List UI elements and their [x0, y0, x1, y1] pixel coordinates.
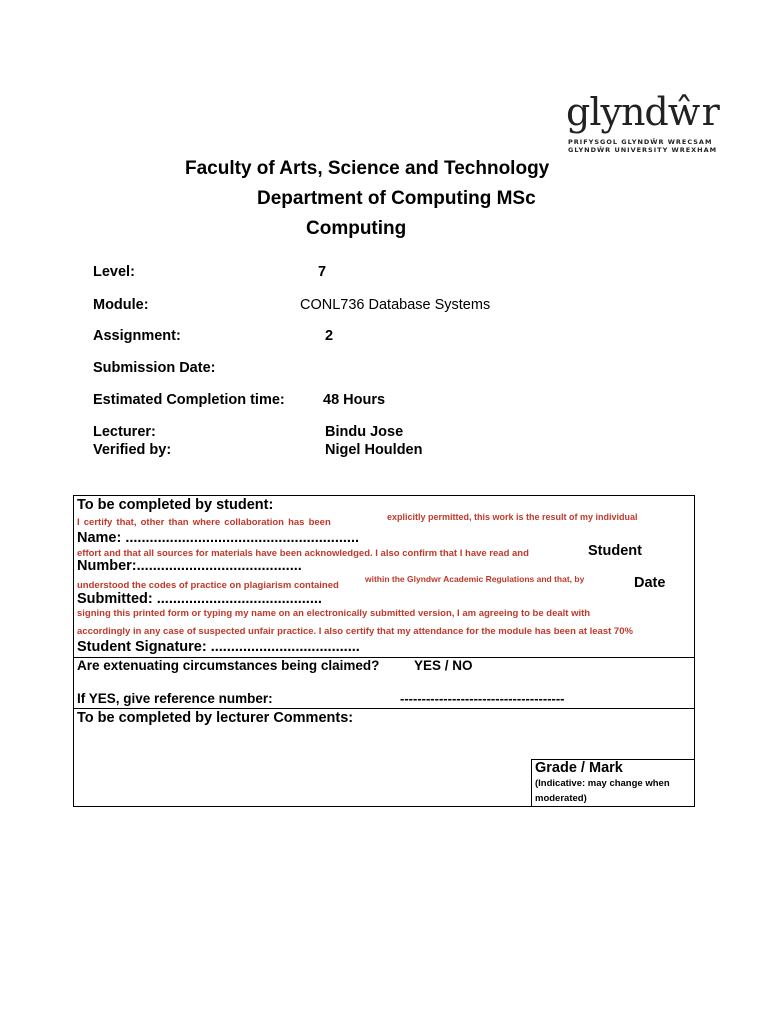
certification-text-2: explicitly permitted, this work is the result of my individual: [387, 512, 638, 522]
estimated-time-value: 48 Hours: [323, 392, 386, 408]
grade-title: Grade / Mark: [535, 760, 623, 776]
extenuating-question: Are extenuating circumstances being claimed?: [77, 658, 380, 673]
extenuating-answer[interactable]: YES / NO: [414, 658, 473, 673]
reference-number-field[interactable]: --------------------------------------: [400, 691, 565, 706]
level-value: 7: [318, 264, 327, 280]
grade-note-line-1: (Indicative: may change when: [535, 778, 670, 789]
grade-note-line-2: moderated): [535, 793, 587, 804]
estimated-time-label: Estimated Completion time:: [93, 392, 285, 408]
logo-wordmark: glyndŵr: [566, 90, 719, 134]
date-submitted-field[interactable]: Submitted: .........................................: [77, 591, 322, 607]
module-label: Module:: [93, 297, 149, 313]
assignment-label: Assignment:: [93, 328, 181, 344]
verified-by-label: Verified by:: [93, 442, 172, 458]
student-number-label: Student: [588, 543, 642, 559]
department-heading: Department of Computing MSc: [257, 188, 536, 209]
certification-text-6: signing this printed form or typing my name on an electronically submitted version, I am agreeing to be dealt with: [77, 608, 591, 619]
student-number-field[interactable]: Number:.........................................: [77, 558, 302, 574]
date-label: Date: [634, 575, 666, 591]
course-heading: Computing: [306, 218, 407, 239]
lecturer-value: Bindu Jose: [325, 424, 404, 440]
module-value: CONL736 Database Systems: [300, 297, 491, 313]
faculty-heading: Faculty of Arts, Science and Technology: [185, 158, 550, 179]
submission-date-label: Submission Date:: [93, 360, 216, 376]
lecturer-section-title: To be completed by lecturer Comments:: [77, 710, 354, 726]
lecturer-label: Lecturer:: [93, 424, 156, 440]
certification-text-4: understood the codes of practice on plagiarism contained: [77, 580, 339, 591]
certification-text-1: I certify that, other than where collaboration has been: [77, 517, 331, 528]
reference-number-label: If YES, give reference number:: [77, 691, 273, 706]
student-signature-field[interactable]: Student Signature: .....................................: [77, 639, 360, 655]
student-section-title: To be completed by student:: [77, 497, 274, 513]
logo-tagline-welsh: PRIFYSGOL GLYNDŴR WRECSAM: [568, 138, 713, 146]
level-label: Level:: [93, 264, 135, 280]
student-name-field[interactable]: Name: ..........................................................: [77, 530, 360, 546]
logo-tagline-english: GLYNDŴR UNIVERSITY WREXHAM: [568, 146, 718, 154]
certification-text-5: within the Glyndwr Academic Regulations and that, by: [365, 574, 585, 584]
assignment-value: 2: [325, 328, 334, 344]
certification-text-3: effort and that all sources for materials have been acknowledged. I also confirm that I have read and: [77, 548, 529, 559]
verified-by-value: Nigel Houlden: [325, 442, 423, 458]
certification-text-7: accordingly in any case of suspected unfair practice. I also certify that my attendance for the module has been at least 70%: [77, 626, 633, 637]
